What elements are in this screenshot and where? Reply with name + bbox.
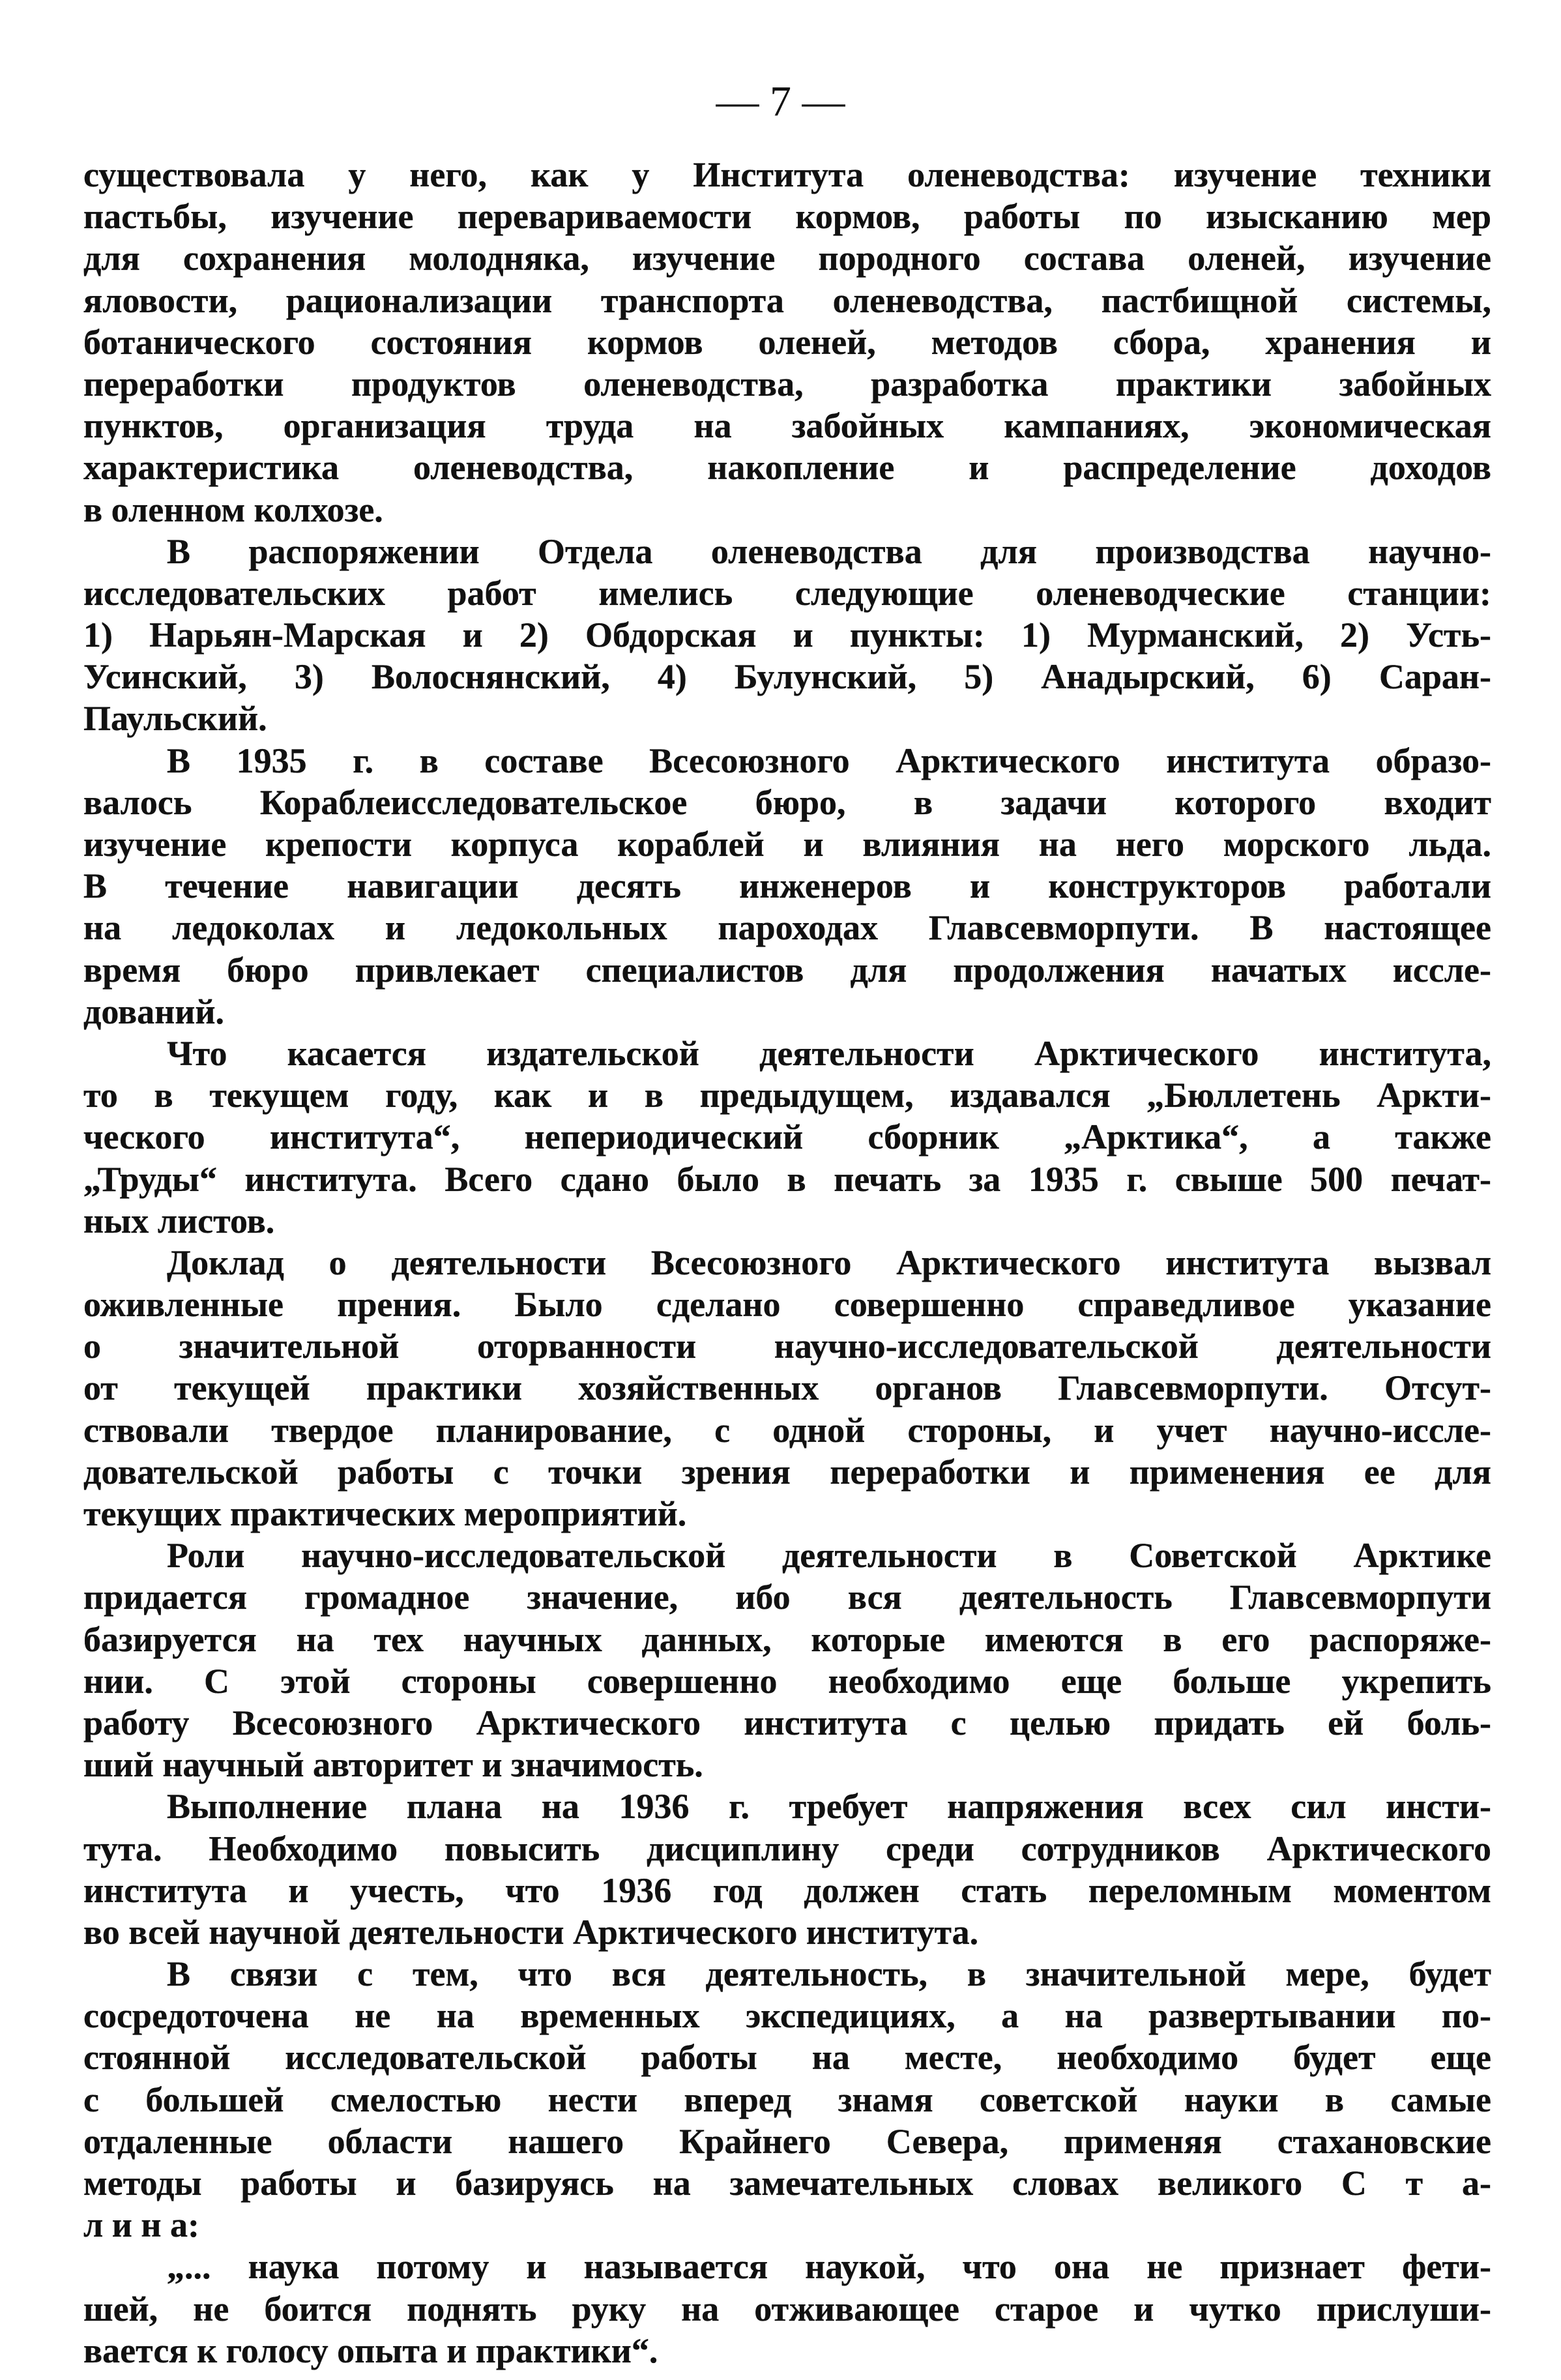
text-line: института и учесть, что 1936 год должен стать переломным моментом: [83, 1870, 1491, 1910]
page-number: — 7 —: [716, 78, 845, 125]
text-line: ствовали твердое планирование, с одной стороны, и учет научно-иссле-: [83, 1410, 1491, 1450]
text-line: для сохранения молодняка, изучение породного состава оленей, изучение: [83, 239, 1491, 278]
body-text: [83, 154, 1491, 2372]
text-line: исследовательских работ имелись следующие оленеводческие станции:: [83, 573, 1491, 613]
text-line: от текущей практики хозяйственных органов Главсевморпути. Отсут-: [83, 1368, 1491, 1408]
text-line: ческого института“, непериодический сборник „Арктика“, а также: [83, 1117, 1491, 1157]
text-line: шей, не боится поднять руку на отживающее старое и чутко прислуши-: [83, 2289, 1491, 2329]
text-line: валось Кораблеисследовательское бюро, в задачи которого входит: [83, 782, 1491, 822]
text-line: „Труды“ института. Всего сдано было в печать за 1935 г. свыше 500 печат-: [83, 1159, 1491, 1199]
text-line: „... наука потому и называется наукой, что она не признает фети-: [167, 2247, 1491, 2287]
text-line: дований.: [83, 992, 224, 1031]
text-line: существовала у него, как у Института оленеводства: изучение техники: [83, 155, 1491, 194]
paragraph: [83, 531, 1491, 740]
text-line: Паульский.: [83, 699, 267, 739]
text-line: л и н а:: [83, 2205, 200, 2245]
text-line: на ледоколах и ледокольных пароходах Главсевморпути. В настоящее: [83, 908, 1491, 948]
text-line: тута. Необходимо повысить дисциплину среди сотрудников Арктического: [83, 1829, 1491, 1868]
text-line: то в текущем году, как и в предыдущем, издавался „Бюллетень Аркти-: [83, 1076, 1491, 1115]
paragraph: [83, 2246, 1491, 2372]
text-line: время бюро привлекает специалистов для продолжения начатых иссле-: [83, 950, 1491, 990]
text-line: характеристика оленеводства, накопление и распределение доходов: [83, 448, 1491, 488]
text-line: переработки продуктов оленеводства, разработка практики забойных: [83, 364, 1491, 404]
paragraph: [83, 1785, 1491, 1953]
text-line: пунктов, организация труда на забойных кампаниях, экономическая: [83, 406, 1491, 446]
text-line: яловости, рационализации транспорта оленеводства, пастбищной системы,: [83, 280, 1491, 320]
text-line: придается громадное значение, ибо вся деятельность Главсевморпути: [83, 1578, 1491, 1617]
text-line: с большей смелостью нести вперед знамя советской науки в самые: [83, 2079, 1491, 2119]
text-line: оживленные прения. Было сделано совершенно справедливое указание: [83, 1285, 1491, 1325]
text-line: В распоряжении Отдела оленеводства для производства научно-: [167, 531, 1491, 571]
text-line: вается к голосу опыта и практики“.: [83, 2330, 658, 2370]
text-line: о значительной оторванности научно-исследовательской деятельности: [83, 1327, 1491, 1366]
text-line: изучение крепости корпуса кораблей и влияния на него морского льда.: [83, 825, 1491, 864]
text-line: в оленном колхозе.: [83, 490, 383, 529]
text-line: во всей научной деятельности Арктического института.: [83, 1912, 979, 1952]
paragraph: [83, 1033, 1491, 1242]
text-line: В связи с тем, что вся деятельность, в значительной мере, будет: [167, 1954, 1491, 1994]
text-line: нии. С этой стороны совершенно необходимо еще больше укрепить: [83, 1661, 1491, 1701]
text-line: методы работы и базируясь на замечательных словах великого С т а-: [83, 2164, 1491, 2203]
text-line: В течение навигации десять инженеров и конструкторов работали: [83, 866, 1491, 906]
paragraph: [83, 1242, 1491, 1535]
paragraph: [83, 1953, 1491, 2246]
paragraph: [83, 1535, 1491, 1785]
text-line: текущих практических мероприятий.: [83, 1494, 687, 1533]
text-line: Роли научно-исследовательской деятельности в Советской Арктике: [167, 1536, 1491, 1576]
text-line: сосредоточена не на временных экспедициях, а на развертывании по-: [83, 1996, 1491, 2036]
text-line: стоянной исследовательской работы на месте, необходимо будет еще: [83, 2038, 1491, 2078]
text-line: ший научный авторитет и значимость.: [83, 1745, 703, 1785]
text-line: Усинский, 3) Волоснянский, 4) Булунский, 5) Анадырский, 6) Саран-: [83, 657, 1491, 697]
text-line: Выполнение плана на 1936 г. требует напряжения всех сил инсти-: [167, 1787, 1491, 1827]
text-line: работу Всесоюзного Арктического института с целью придать ей боль-: [83, 1703, 1491, 1742]
text-line: 1) Нарьян-Марская и 2) Обдорская и пункты: 1) Мурманский, 2) Усть-: [83, 615, 1491, 655]
text-line: базируется на тех научных данных, которые имеются в его распоряже-: [83, 1619, 1491, 1659]
paragraph: [83, 740, 1491, 1033]
text-line: Что касается издательской деятельности Арктического института,: [167, 1033, 1491, 1073]
text-line: ных листов.: [83, 1201, 275, 1241]
text-line: отдаленные области нашего Крайнего Севера, применяя стахановские: [83, 2121, 1491, 2161]
text-line: Доклад о деятельности Всесоюзного Арктического института вызвал: [167, 1242, 1491, 1282]
text-line: В 1935 г. в составе Всесоюзного Арктического института образо-: [167, 741, 1491, 780]
text-line: пастьбы, изучение перевариваемости кормов, работы по изысканию мер: [83, 197, 1491, 237]
text-line: довательской работы с точки зрения переработки и применения ее для: [83, 1452, 1491, 1491]
paragraph: [83, 154, 1491, 531]
text-line: ботанического состояния кормов оленей, методов сбора, хранения и: [83, 322, 1491, 362]
